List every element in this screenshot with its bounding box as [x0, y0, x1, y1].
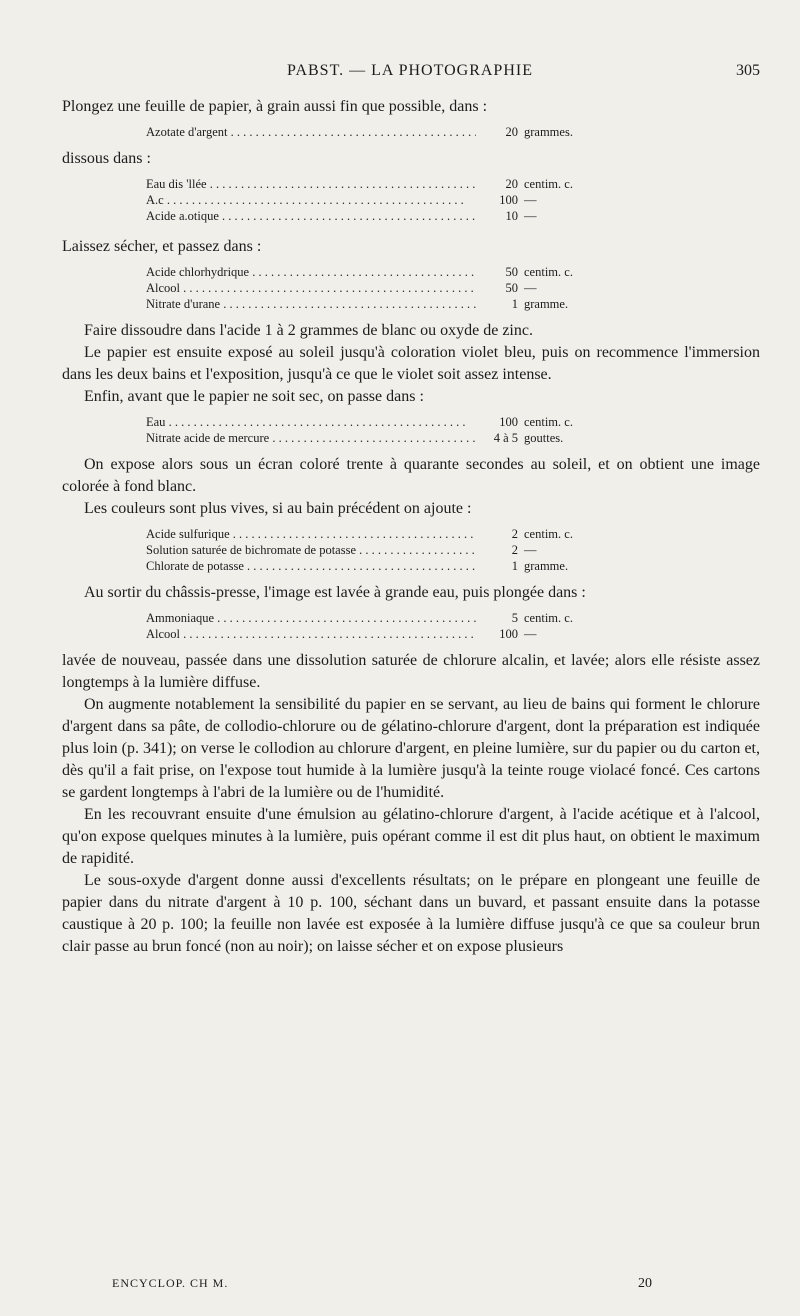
quantity-unit: —: [524, 193, 537, 207]
ingredient-name: Nitrate d'urane . . .: [146, 296, 476, 312]
signature-mark: ENCYCLOP. CH M.: [112, 1276, 229, 1290]
ingredient-name: Alcool . . .: [146, 280, 476, 296]
quantity-unit: —: [524, 543, 537, 557]
quantity-value: 2: [511, 527, 518, 541]
recipe-row: [146, 192, 606, 208]
recipe-row: [146, 296, 606, 312]
recipe-row: [146, 542, 606, 558]
paragraph: Faire dissoudre dans l'acide 1 à 2 grammes de blanc ou oxyde de zinc.: [84, 322, 533, 339]
recipe-row: [146, 626, 606, 642]
ingredient-quantity: [476, 610, 606, 626]
paragraph: Le sous-oxyde d'argent donne aussi d'excellents résultats; on le prépare en plongeant une feuille de papier dans du nitrate d'argent à 10 p. 100, séchant dans un buvard, et passant ensuite dans la potasse caustique à 20 p. 100; la feuille non lavée est exposée à la lumière diffuse jusqu'à ce que sa couleur brun clair passe au brun foncé (non au noir); on laisse sécher et on expose plusieurs: [62, 872, 760, 955]
paragraph: Plongez une feuille de papier, à grain aussi fin que possible, dans :: [62, 98, 488, 115]
ingredient-quantity: [476, 626, 606, 642]
ingredient-quantity: [476, 414, 606, 430]
quantity-unit: centim. c.: [524, 415, 573, 429]
ingredient-quantity: [476, 430, 606, 446]
recipe-table: [146, 610, 606, 642]
ingredient-name: Eau dis 'llée . . .: [146, 176, 476, 192]
paragraph: On augmente notablement la sensibilité du papier en se servant, au lieu de bains qui forment le chlorure d'argent dans sa pâte, de collodio-chlorure ou de gélatino-chlorure d'argent, dont la préparation est indiquée plus loin (p. 341); on verse le collodion au chlorure d'argent, en pleine lumière, sur du papier ou du carton et, dès qu'il a fait prise, on l'expose tout humide à la lumière jusqu'à la teinte rouge violacé foncé. Ces cartons se gardent longtemps à l'abri de la lumière ou de l'humidité.: [62, 696, 760, 801]
ingredient-name: Nitrate acide de mercure . . .: [146, 430, 476, 446]
recipe-table: [146, 526, 606, 574]
ingredient-name: Acide a.otique . . .: [146, 208, 476, 224]
ingredient-quantity: [476, 192, 606, 208]
quantity-value: 2: [511, 543, 518, 557]
quantity-value: 10: [505, 209, 518, 223]
paragraph: Enfin, avant que le papier ne soit sec, on passe dans :: [84, 388, 424, 405]
ingredient-quantity: [476, 176, 606, 192]
ingredient-name: Acide sulfurique . . .: [146, 526, 476, 542]
quantity-unit: —: [524, 209, 537, 223]
quantity-value: 50: [505, 265, 518, 279]
quantity-value: 1: [511, 559, 518, 573]
recipe-row: [146, 610, 606, 626]
paragraph: Laissez sécher, et passez dans :: [62, 238, 262, 255]
paragraph: Au sortir du châssis-presse, l'image est lavée à grande eau, puis plongée dans :: [84, 584, 586, 601]
running-head: [60, 62, 760, 84]
paragraph: On expose alors sous un écran coloré trente à quarante secondes au soleil, et on obtient une image colorée à fond blanc.: [62, 456, 760, 495]
quantity-value: 5: [511, 611, 518, 625]
page-body: [62, 96, 760, 958]
quantity-value: 100: [499, 415, 518, 429]
ingredient-name: Alcool . . .: [146, 626, 476, 642]
page-number: 305: [736, 62, 760, 79]
ingredient-name: Solution saturée de bichromate de potasse . . .: [146, 542, 476, 558]
recipe-row: [146, 526, 606, 542]
quantity-value: 20: [505, 177, 518, 191]
ingredient-quantity: [476, 526, 606, 542]
ingredient-name: A.c . . .: [146, 192, 476, 208]
ingredient-quantity: [476, 558, 606, 574]
recipe-table: [146, 176, 606, 224]
ingredient-quantity: [476, 542, 606, 558]
paragraph: Le papier est ensuite exposé au soleil jusqu'à coloration violet bleu, puis on recommence l'immersion dans les deux bains et l'exposition, jusqu'à ce que le violet soit assez intense.: [62, 344, 760, 383]
quantity-unit: centim. c.: [524, 177, 573, 191]
paragraph: En les recouvrant ensuite d'une émulsion au gélatino-chlorure d'argent, à l'acide acétique et à l'alcool, qu'on expose quelques minutes à la lumière, puis opérant comme il est dit plus haut, on obtient le maximum de rapidité.: [62, 806, 760, 867]
ingredient-quantity: [476, 124, 606, 140]
sheet-number: 20: [638, 1276, 652, 1291]
ingredient-quantity: [476, 296, 606, 312]
quantity-unit: gouttes.: [524, 431, 564, 445]
quantity-unit: gramme.: [524, 559, 569, 573]
quantity-unit: grammes.: [524, 125, 573, 139]
ingredient-name: Chlorate de potasse . . .: [146, 558, 476, 574]
quantity-value: 50: [505, 281, 518, 295]
quantity-unit: gramme.: [524, 297, 569, 311]
quantity-unit: centim. c.: [524, 527, 573, 541]
quantity-value: 100: [499, 627, 518, 641]
ingredient-name: Ammoniaque . . .: [146, 610, 476, 626]
recipe-row: [146, 176, 606, 192]
ingredient-name: Azotate d'argent . . .: [146, 124, 476, 140]
recipe-table: [146, 414, 606, 446]
ingredient-quantity: [476, 264, 606, 280]
recipe-row: [146, 280, 606, 296]
paragraph: lavée de nouveau, passée dans une dissolution saturée de chlorure alcalin, et lavée; alors elle résiste assez longtemps à la lumière diffuse.: [62, 652, 760, 691]
quantity-value: 4 à 5: [493, 431, 518, 445]
recipe-row: [146, 124, 606, 140]
recipe-row: [146, 558, 606, 574]
quantity-unit: —: [524, 627, 537, 641]
recipe-row: [146, 414, 606, 430]
quantity-value: 100: [499, 193, 518, 207]
quantity-value: 1: [511, 297, 518, 311]
quantity-unit: centim. c.: [524, 265, 573, 279]
ingredient-quantity: [476, 208, 606, 224]
recipe-row: [146, 264, 606, 280]
page-footer: [112, 1276, 652, 1296]
quantity-unit: —: [524, 281, 537, 295]
ingredient-quantity: [476, 280, 606, 296]
recipe-table: [146, 124, 606, 140]
quantity-unit: centim. c.: [524, 611, 573, 625]
paragraph: dissous dans :: [62, 150, 151, 167]
ingredient-name: Eau . . .: [146, 414, 476, 430]
ingredient-name: Acide chlorhydrique . . .: [146, 264, 476, 280]
running-title: PABST. — LA PHOTOGRAPHIE: [287, 62, 533, 79]
recipe-table: [146, 264, 606, 312]
recipe-row: [146, 208, 606, 224]
paragraph: Les couleurs sont plus vives, si au bain précédent on ajoute :: [84, 500, 472, 517]
quantity-value: 20: [505, 125, 518, 139]
recipe-row: [146, 430, 606, 446]
